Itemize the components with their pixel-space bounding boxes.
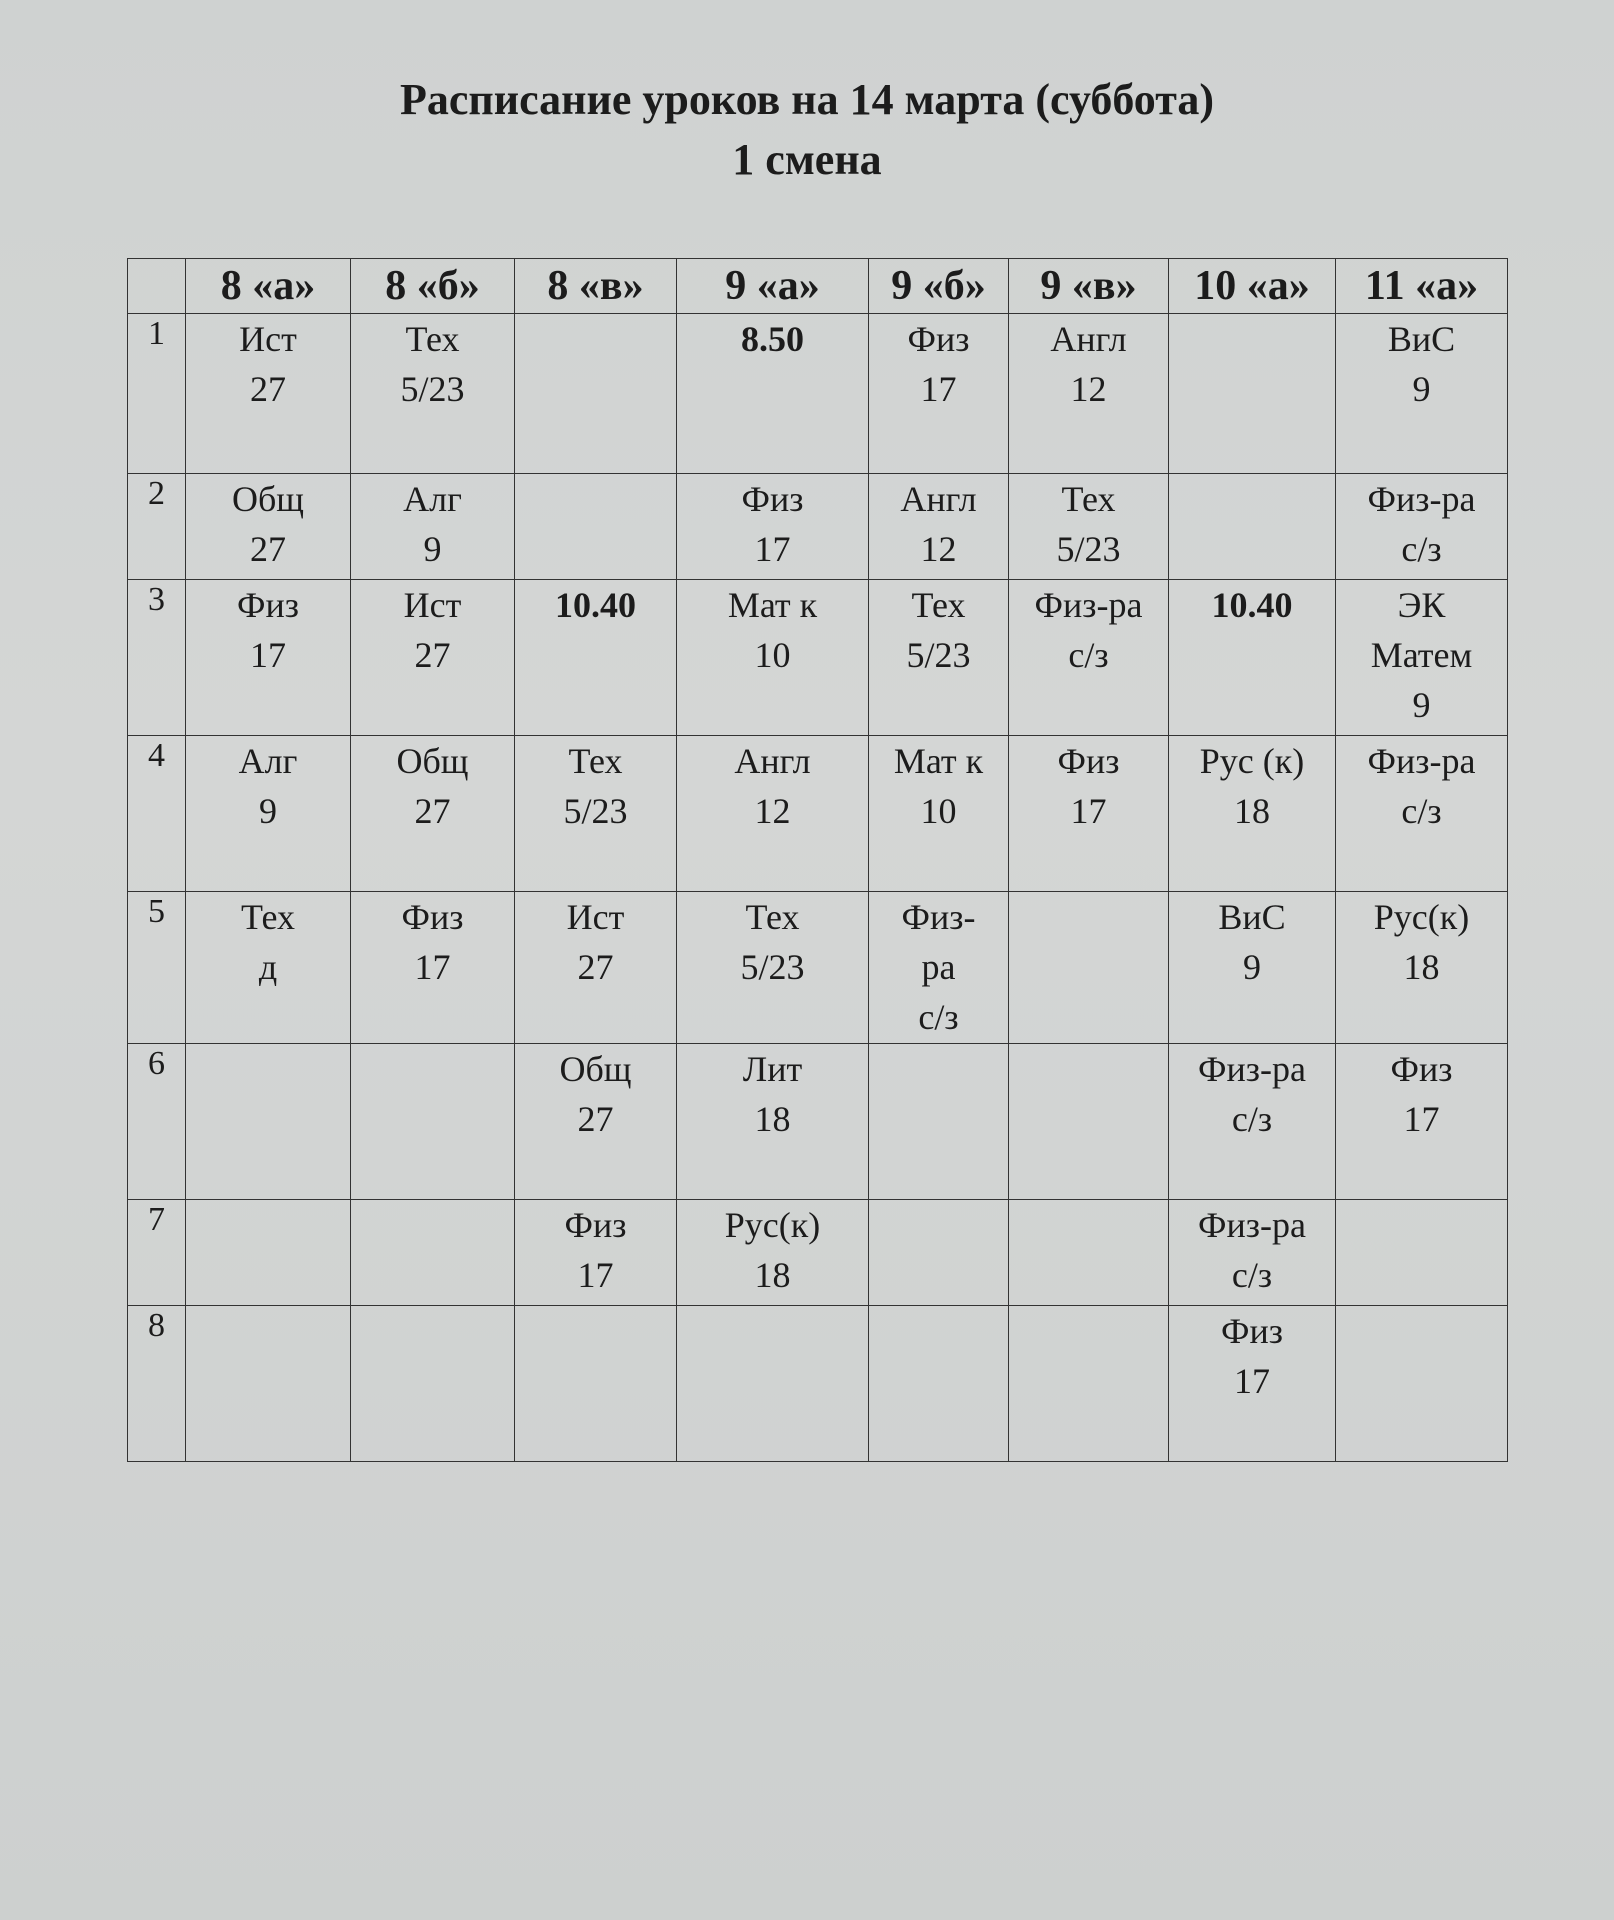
lesson-text: 5/23 xyxy=(906,635,971,675)
lesson-cell xyxy=(677,314,869,474)
lesson-text: 17 xyxy=(1234,1361,1270,1401)
lesson-text: 17 xyxy=(1070,791,1107,831)
lesson-text: 27 xyxy=(577,1099,614,1139)
lesson-number: 8 xyxy=(128,1306,186,1462)
lesson-text: 27 xyxy=(414,635,451,675)
lesson-text: 10 xyxy=(754,635,791,675)
lesson-text: с/з xyxy=(1231,1255,1273,1295)
lesson-cell xyxy=(677,736,869,892)
lesson-text: 27 xyxy=(577,947,614,987)
lesson-text: Физ xyxy=(401,897,464,937)
lesson-text: Англ xyxy=(734,741,811,781)
lesson-text: Ист xyxy=(239,319,297,359)
lesson-cell xyxy=(869,580,1009,736)
lesson-text: Ист xyxy=(566,897,625,937)
lesson-text: 9 xyxy=(1412,685,1431,725)
schedule-row xyxy=(128,1200,1508,1306)
lesson-cell xyxy=(351,1306,515,1462)
lesson-text: Общ xyxy=(231,479,305,519)
lesson-cell xyxy=(351,580,515,736)
lesson-cell xyxy=(1169,1306,1336,1462)
column-header: 8 «б» xyxy=(351,259,515,314)
lesson-cell xyxy=(515,1044,677,1200)
lesson-number: 1 xyxy=(128,314,186,474)
lesson-cell xyxy=(186,736,351,892)
lesson-text: Физ xyxy=(907,319,970,359)
lesson-cell xyxy=(515,736,677,892)
lesson-cell xyxy=(351,1044,515,1200)
lesson-text: Физ xyxy=(1221,1311,1283,1351)
lesson-cell xyxy=(1336,1044,1508,1200)
column-header: 9 «б» xyxy=(869,259,1009,314)
column-header: 10 «а» xyxy=(1169,259,1336,314)
header-row xyxy=(128,259,1508,314)
lesson-text: Тех xyxy=(240,897,296,937)
lesson-cell xyxy=(1336,314,1508,474)
lesson-text: 5/23 xyxy=(740,947,805,987)
lesson-text: 5/23 xyxy=(400,369,465,409)
lesson-text: Тех xyxy=(911,585,966,625)
lesson-cell xyxy=(351,892,515,1044)
lesson-text: 17 xyxy=(920,369,957,409)
lesson-cell xyxy=(515,314,677,474)
lesson-cell xyxy=(515,580,677,736)
lesson-text: 18 xyxy=(754,1255,791,1295)
lesson-cell xyxy=(1009,314,1169,474)
lesson-text: Ист xyxy=(403,585,462,625)
lesson-cell xyxy=(1169,1200,1336,1306)
lesson-cell xyxy=(1336,736,1508,892)
lesson-text: 17 xyxy=(1403,1099,1440,1139)
lesson-text: с/з xyxy=(1068,635,1109,675)
lesson-cell xyxy=(677,474,869,580)
lesson-text: 18 xyxy=(1403,947,1440,987)
page-title: Расписание уроков на 14 марта (суббота) xyxy=(399,75,1215,124)
column-header: 9 «а» xyxy=(677,259,869,314)
schedule-row xyxy=(128,736,1508,892)
lesson-number: 3 xyxy=(128,580,186,736)
lesson-text: Физ- xyxy=(901,897,976,937)
lesson-cell xyxy=(869,1044,1009,1200)
lesson-text: 9 xyxy=(259,791,277,831)
lesson-text: 8.50 xyxy=(741,319,804,359)
lesson-text: Рус(к) xyxy=(724,1205,821,1245)
schedule-row xyxy=(128,474,1508,580)
lesson-cell xyxy=(1336,1306,1508,1462)
lesson-text: 27 xyxy=(250,369,286,409)
lesson-cell xyxy=(515,474,677,580)
lesson-text: ВиС xyxy=(1218,897,1286,937)
lesson-cell xyxy=(677,1200,869,1306)
lesson-cell xyxy=(515,1306,677,1462)
lesson-number: 5 xyxy=(128,892,186,1044)
lesson-cell xyxy=(1009,474,1169,580)
lesson-cell xyxy=(1336,892,1508,1044)
lesson-text: Алг xyxy=(238,741,298,781)
lesson-text: с/з xyxy=(1231,1099,1273,1139)
lesson-text: 9 xyxy=(1243,947,1261,987)
lesson-cell xyxy=(1009,892,1169,1044)
lesson-text: 9 xyxy=(423,529,442,569)
lesson-cell xyxy=(186,1200,351,1306)
lesson-text: 12 xyxy=(920,529,957,569)
lesson-cell xyxy=(1009,1306,1169,1462)
lesson-text: Рус (к) xyxy=(1199,741,1305,781)
page-subtitle: 1 смена xyxy=(732,135,882,184)
lesson-text: Физ-ра xyxy=(1034,585,1143,625)
schedule-row xyxy=(128,1044,1508,1200)
lesson-cell xyxy=(677,1044,869,1200)
column-header: 9 «в» xyxy=(1009,259,1169,314)
lesson-cell xyxy=(351,474,515,580)
lesson-cell xyxy=(1009,580,1169,736)
lesson-text: Тех xyxy=(405,319,460,359)
lesson-cell xyxy=(677,580,869,736)
lesson-text: Физ xyxy=(564,1205,627,1245)
lesson-text: 5/23 xyxy=(563,791,628,831)
lesson-text: Физ xyxy=(1057,741,1120,781)
schedule-row xyxy=(128,892,1508,1044)
lesson-text: Физ-ра xyxy=(1367,479,1476,519)
lesson-cell xyxy=(869,892,1009,1044)
lesson-cell xyxy=(1169,736,1336,892)
lesson-text: Англ xyxy=(900,479,977,519)
lesson-text: с/з xyxy=(918,997,959,1037)
lesson-cell xyxy=(1169,314,1336,474)
lesson-cell xyxy=(869,474,1009,580)
lesson-cell xyxy=(1336,474,1508,580)
lesson-text: Физ xyxy=(237,585,299,625)
schedule-table xyxy=(127,258,1508,1462)
lesson-text: ЭК xyxy=(1397,585,1446,625)
lesson-cell xyxy=(1169,580,1336,736)
lesson-text: Мат к xyxy=(727,585,818,625)
lesson-number: 4 xyxy=(128,736,186,892)
column-header: 8 «в» xyxy=(515,259,677,314)
lesson-text: Физ xyxy=(1390,1049,1453,1089)
lesson-text: Мат к xyxy=(893,741,984,781)
lesson-text: Физ-ра xyxy=(1367,741,1476,781)
lesson-text: 10.40 xyxy=(555,585,636,625)
lesson-cell xyxy=(1009,1044,1169,1200)
lesson-cell xyxy=(515,892,677,1044)
lesson-cell xyxy=(186,892,351,1044)
lesson-text: ра xyxy=(921,947,956,987)
lesson-text: Тех xyxy=(745,897,800,937)
lesson-text: 18 xyxy=(754,1099,791,1139)
lesson-text: Физ xyxy=(741,479,804,519)
schedule-row xyxy=(128,580,1508,736)
lesson-cell xyxy=(677,1306,869,1462)
lesson-text: Алг xyxy=(403,479,462,519)
lesson-number: 2 xyxy=(128,474,186,580)
lesson-text: 17 xyxy=(414,947,451,987)
lesson-cell xyxy=(869,1200,1009,1306)
lesson-cell xyxy=(1169,1044,1336,1200)
schedule-row xyxy=(128,314,1508,474)
lesson-cell xyxy=(1336,1200,1508,1306)
lesson-cell xyxy=(1009,1200,1169,1306)
lesson-cell xyxy=(351,314,515,474)
corner-cell xyxy=(128,259,186,314)
lesson-cell xyxy=(869,314,1009,474)
column-header: 11 «а» xyxy=(1336,259,1508,314)
lesson-text: 10 xyxy=(920,791,957,831)
lesson-text: Лит xyxy=(742,1049,803,1089)
lesson-cell xyxy=(186,1044,351,1200)
lesson-cell xyxy=(1169,474,1336,580)
lesson-cell xyxy=(186,580,351,736)
lesson-cell xyxy=(1009,736,1169,892)
lesson-text: Общ xyxy=(559,1049,632,1089)
lesson-cell xyxy=(869,736,1009,892)
lesson-text: Физ-ра xyxy=(1198,1205,1306,1245)
lesson-number: 6 xyxy=(128,1044,186,1200)
lesson-text: 17 xyxy=(577,1255,614,1295)
lesson-cell xyxy=(351,736,515,892)
lesson-text: 12 xyxy=(1070,369,1107,409)
lesson-text: 18 xyxy=(1234,791,1270,831)
lesson-text: д xyxy=(258,947,278,987)
lesson-text: 9 xyxy=(1412,369,1431,409)
lesson-text: 10.40 xyxy=(1211,585,1293,625)
lesson-cell xyxy=(186,314,351,474)
lesson-text: с/з xyxy=(1401,791,1442,831)
lesson-cell xyxy=(351,1200,515,1306)
lesson-text: Матем xyxy=(1370,635,1473,675)
lesson-cell xyxy=(1169,892,1336,1044)
lesson-cell xyxy=(1336,580,1508,736)
lesson-text: с/з xyxy=(1401,529,1442,569)
lesson-text: Общ xyxy=(396,741,469,781)
lesson-text: 17 xyxy=(754,529,791,569)
lesson-text: 12 xyxy=(754,791,791,831)
lesson-text: Рус(к) xyxy=(1373,897,1470,937)
lesson-text: Тех xyxy=(568,741,623,781)
lesson-cell xyxy=(677,892,869,1044)
lesson-text: 5/23 xyxy=(1056,529,1121,569)
schedule-row xyxy=(128,1306,1508,1462)
lesson-text: 17 xyxy=(250,635,286,675)
lesson-number: 7 xyxy=(128,1200,186,1306)
lesson-text: Тех xyxy=(1061,479,1116,519)
lesson-text: 27 xyxy=(414,791,451,831)
lesson-cell xyxy=(515,1200,677,1306)
lesson-cell xyxy=(869,1306,1009,1462)
lesson-cell xyxy=(186,1306,351,1462)
lesson-text: Физ-ра xyxy=(1198,1049,1306,1089)
column-header: 8 «а» xyxy=(186,259,351,314)
lesson-text: 27 xyxy=(250,529,286,569)
lesson-text: ВиС xyxy=(1387,319,1456,359)
lesson-text: Англ xyxy=(1050,319,1127,359)
lesson-cell xyxy=(186,474,351,580)
